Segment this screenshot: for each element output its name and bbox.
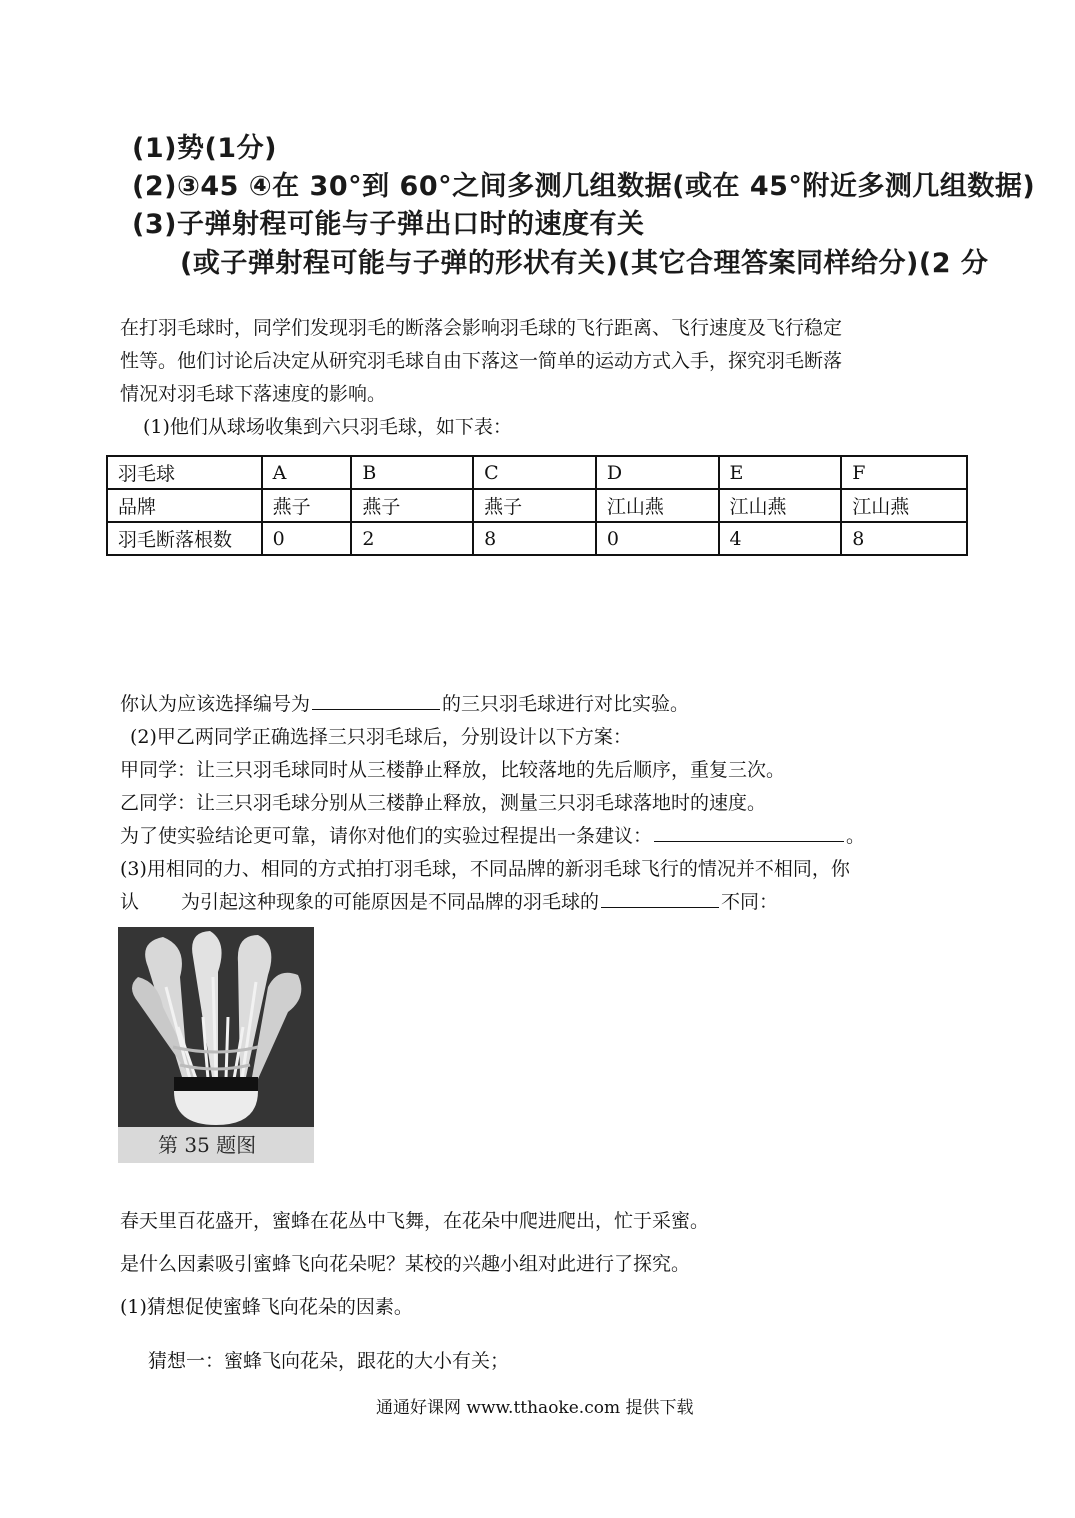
shuttlecock-figure: [118, 927, 314, 1163]
q1-select-line: [120, 688, 689, 721]
table-cell: 羽毛断落根数: [107, 522, 262, 555]
q1-part3-line-2: [120, 886, 778, 919]
answer-line-3: (3)子弹射程可能与子弹出口时的速度有关: [132, 209, 645, 240]
table-row: [107, 522, 967, 555]
figure-caption: 第 35 题图: [118, 1127, 314, 1163]
table-cell: 0: [596, 522, 719, 555]
table-cell: 江山燕: [719, 489, 842, 522]
table-cell: 8: [473, 522, 596, 555]
q2-line-1: 春天里百花盛开，蜜蜂在花丛中飞舞，在花朵中爬进爬出，忙于采蜜。: [120, 1210, 710, 1232]
q1-intro-line-3: 情况对羽毛球下落速度的影响。: [120, 383, 387, 405]
q1-yi-plan: 乙同学：让三只羽毛球分别从三楼静止释放，测量三只羽毛球落地时的速度。: [120, 792, 767, 814]
table-cell: C: [473, 456, 596, 489]
table-cell: 0: [262, 522, 352, 555]
q1-part2: (2)甲乙两同学正确选择三只羽毛球后，分别设计以下方案：: [130, 726, 632, 748]
q1-select-pre: 你认为应该选择编号为: [120, 693, 311, 715]
q2-line-2: 是什么因素吸引蜜蜂飞向花朵呢？某校的兴趣小组对此进行了探究。: [120, 1253, 691, 1275]
q1-part3-b: 为引起这种现象的可能原因是不同品牌的羽毛球的: [181, 891, 600, 913]
answer-blank-reason[interactable]: [601, 887, 719, 908]
q1-intro-line-1: 在打羽毛球时，同学们发现羽毛的断落会影响羽毛球的飞行距离、飞行速度及飞行稳定: [120, 317, 843, 339]
q1-suggest-post: 。: [846, 825, 866, 847]
q1-select-post: 的三只羽毛球进行对比实验。: [442, 693, 690, 715]
shuttlecock-image: [118, 927, 314, 1127]
answer-blank-select[interactable]: [312, 689, 440, 710]
answer-line-2: (2)③45 ④在 30°到 60°之间多测几组数据(或在 45°附近多测几组数据): [132, 171, 1036, 202]
answer-line-4: (或子弹射程可能与子弹的形状有关)(其它合理答案同样给分)(2 分: [180, 248, 989, 279]
table-cell: A: [262, 456, 352, 489]
table-row: [107, 489, 967, 522]
table-cell: B: [351, 456, 473, 489]
page-footer: 通通好课网 www.tthaoke.com 提供下载: [376, 1398, 694, 1418]
q1-suggest-line: [120, 820, 865, 853]
table-cell: F: [841, 456, 967, 489]
q2-line-4: 猜想一：蜜蜂飞向花朵，跟花的大小有关；: [148, 1350, 510, 1372]
table-cell: 燕子: [473, 489, 596, 522]
answer-line-1: (1)势(1分): [132, 133, 277, 164]
table-cell: 4: [719, 522, 842, 555]
table-cell: 燕子: [351, 489, 473, 522]
shuttlecock-table: [106, 455, 968, 556]
table-cell: E: [719, 456, 842, 489]
table-cell: 2: [351, 522, 473, 555]
table-cell: 品牌: [107, 489, 262, 522]
q1-suggest-pre: 为了使实验结论更可靠，请你对他们的实验过程提出一条建议：: [120, 825, 653, 847]
table-cell: 江山燕: [841, 489, 967, 522]
q1-part1: (1)他们从球场收集到六只羽毛球，如下表：: [143, 416, 512, 438]
q2-line-3: (1)猜想促使蜜蜂飞向花朵的因素。: [120, 1296, 413, 1318]
table-cell: 羽毛球: [107, 456, 262, 489]
q1-part3-c: 不同：: [721, 891, 779, 913]
answer-blank-suggest[interactable]: [654, 821, 844, 842]
table-row: [107, 456, 967, 489]
q1-jia-plan: 甲同学：让三只羽毛球同时从三楼静止释放，比较落地的先后顺序，重复三次。: [120, 759, 786, 781]
q1-part3-a: 认: [120, 891, 140, 913]
table-cell: 8: [841, 522, 967, 555]
table-cell: D: [596, 456, 719, 489]
q1-part3-line-1: (3)用相同的力、相同的方式拍打羽毛球，不同品牌的新羽毛球飞行的情况并不相同，你: [120, 858, 850, 880]
table-cell: 燕子: [262, 489, 352, 522]
table-cell: 江山燕: [596, 489, 719, 522]
q1-intro-line-2: 性等。他们讨论后决定从研究羽毛球自由下落这一简单的运动方式入手，探究羽毛断落: [120, 350, 843, 372]
